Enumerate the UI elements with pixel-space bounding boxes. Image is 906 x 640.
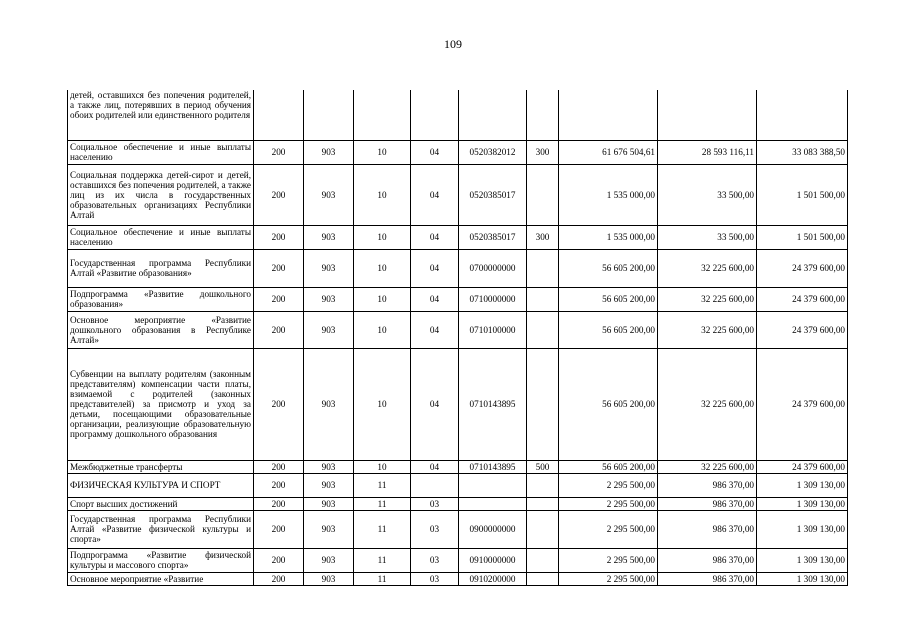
target-item-code: 0910000000 bbox=[459, 548, 527, 572]
amount-second: 33 500,00 bbox=[658, 164, 757, 225]
amount-third: 24 379 600,00 bbox=[757, 348, 848, 460]
amount-second bbox=[658, 90, 757, 140]
amount-third bbox=[757, 90, 848, 140]
target-item-code bbox=[459, 90, 527, 140]
budget-table bbox=[67, 90, 848, 586]
section-code: 10 bbox=[354, 287, 411, 311]
admin-code: 903 bbox=[304, 140, 354, 164]
section-code: 11 bbox=[354, 548, 411, 572]
target-item-code: 0710000000 bbox=[459, 287, 527, 311]
admin-code: 903 bbox=[304, 348, 354, 460]
budget-code: 200 bbox=[254, 225, 304, 249]
amount-second: 32 225 600,00 bbox=[658, 287, 757, 311]
subsection-code: 04 bbox=[411, 287, 459, 311]
subsection-code: 03 bbox=[411, 548, 459, 572]
budget-code: 200 bbox=[254, 460, 304, 473]
subsection-code bbox=[411, 90, 459, 140]
amount-total: 2 295 500,00 bbox=[559, 497, 658, 510]
amount-third: 1 501 500,00 bbox=[757, 164, 848, 225]
table-row bbox=[68, 473, 848, 497]
expense-type-code bbox=[527, 548, 559, 572]
subsection-code: 04 bbox=[411, 140, 459, 164]
target-item-code: 0700000000 bbox=[459, 249, 527, 287]
admin-code: 903 bbox=[304, 473, 354, 497]
budget-code: 200 bbox=[254, 572, 304, 585]
amount-total: 56 605 200,00 bbox=[559, 249, 658, 287]
table-row bbox=[68, 460, 848, 473]
amount-second: 986 370,00 bbox=[658, 572, 757, 585]
amount-third: 24 379 600,00 bbox=[757, 287, 848, 311]
expense-name: Основное мероприятие «Развитие дошкольного образования в Республике Алтай» bbox=[68, 311, 254, 348]
expense-name: Основное мероприятие «Развитие bbox=[68, 572, 254, 585]
table-row bbox=[68, 311, 848, 348]
subsection-code: 04 bbox=[411, 311, 459, 348]
amount-third: 1 309 130,00 bbox=[757, 473, 848, 497]
expense-type-code bbox=[527, 473, 559, 497]
admin-code bbox=[304, 90, 354, 140]
table-row bbox=[68, 287, 848, 311]
amount-total: 2 295 500,00 bbox=[559, 473, 658, 497]
section-code: 10 bbox=[354, 460, 411, 473]
amount-third: 1 309 130,00 bbox=[757, 548, 848, 572]
section-code: 10 bbox=[354, 140, 411, 164]
amount-third: 1 501 500,00 bbox=[757, 225, 848, 249]
amount-second: 986 370,00 bbox=[658, 473, 757, 497]
table-row bbox=[68, 164, 848, 225]
expense-type-code bbox=[527, 287, 559, 311]
admin-code: 903 bbox=[304, 460, 354, 473]
target-item-code: 0710100000 bbox=[459, 311, 527, 348]
amount-second: 33 500,00 bbox=[658, 225, 757, 249]
budget-code: 200 bbox=[254, 473, 304, 497]
budget-code: 200 bbox=[254, 140, 304, 164]
budget-code: 200 bbox=[254, 311, 304, 348]
expense-name: ФИЗИЧЕСКАЯ КУЛЬТУРА И СПОРТ bbox=[68, 473, 254, 497]
expense-type-code bbox=[527, 572, 559, 585]
admin-code: 903 bbox=[304, 548, 354, 572]
subsection-code bbox=[411, 473, 459, 497]
budget-code: 200 bbox=[254, 249, 304, 287]
expense-name: Подпрограмма «Развитие физической культуры и массового спорта» bbox=[68, 548, 254, 572]
subsection-code: 04 bbox=[411, 348, 459, 460]
amount-total: 56 605 200,00 bbox=[559, 460, 658, 473]
budget-code: 200 bbox=[254, 164, 304, 225]
table-body bbox=[68, 90, 848, 585]
page-number: 109 bbox=[444, 37, 462, 51]
amount-second: 28 593 116,11 bbox=[658, 140, 757, 164]
amount-total: 56 605 200,00 bbox=[559, 287, 658, 311]
target-item-code bbox=[459, 497, 527, 510]
section-code: 10 bbox=[354, 164, 411, 225]
expense-type-code bbox=[527, 348, 559, 460]
amount-total: 61 676 504,61 bbox=[559, 140, 658, 164]
section-code: 11 bbox=[354, 572, 411, 585]
admin-code: 903 bbox=[304, 225, 354, 249]
expense-type-code bbox=[527, 311, 559, 348]
amount-third: 24 379 600,00 bbox=[757, 311, 848, 348]
subsection-code: 03 bbox=[411, 572, 459, 585]
section-code: 11 bbox=[354, 473, 411, 497]
expense-name: Подпрограмма «Развитие дошкольного образования» bbox=[68, 287, 254, 311]
amount-third: 1 309 130,00 bbox=[757, 510, 848, 548]
budget-code: 200 bbox=[254, 287, 304, 311]
target-item-code bbox=[459, 473, 527, 497]
expense-name: Государственная программа Республики Алтай «Развитие образования» bbox=[68, 249, 254, 287]
table-row bbox=[68, 510, 848, 548]
admin-code: 903 bbox=[304, 510, 354, 548]
table-row bbox=[68, 548, 848, 572]
section-code bbox=[354, 90, 411, 140]
expense-type-code bbox=[527, 497, 559, 510]
target-item-code: 0520385017 bbox=[459, 225, 527, 249]
expense-type-code bbox=[527, 510, 559, 548]
table-row bbox=[68, 140, 848, 164]
expense-name: Межбюджетные трансферты bbox=[68, 460, 254, 473]
amount-total bbox=[559, 90, 658, 140]
amount-total: 56 605 200,00 bbox=[559, 311, 658, 348]
subsection-code: 04 bbox=[411, 225, 459, 249]
expense-name: Государственная программа Республики Алтай «Развитие физической культуры и спорта» bbox=[68, 510, 254, 548]
subsection-code: 04 bbox=[411, 164, 459, 225]
table-row bbox=[68, 497, 848, 510]
expense-type-code: 500 bbox=[527, 460, 559, 473]
target-item-code: 0710143895 bbox=[459, 348, 527, 460]
expense-name: Социальная поддержка детей-сирот и детей, оставшихся без попечения родителей, а также лиц из их числа в государственных образовательных организациях Республики Алтай bbox=[68, 164, 254, 225]
expense-name: Субвенции на выплату родителям (законным представителям) компенсации части платы, взимаемой с родителей (законных представителей) за присмотр и уход за детьми, посещающими образовательные организации, реализующие образовательную программу дошкольного образования bbox=[68, 348, 254, 460]
amount-total: 56 605 200,00 bbox=[559, 348, 658, 460]
section-code: 10 bbox=[354, 249, 411, 287]
table-row bbox=[68, 225, 848, 249]
expense-name: Спорт высших достижений bbox=[68, 497, 254, 510]
section-code: 10 bbox=[354, 311, 411, 348]
amount-second: 986 370,00 bbox=[658, 510, 757, 548]
amount-total: 2 295 500,00 bbox=[559, 572, 658, 585]
table-row bbox=[68, 572, 848, 585]
target-item-code: 0520382012 bbox=[459, 140, 527, 164]
amount-total: 1 535 000,00 bbox=[559, 164, 658, 225]
admin-code: 903 bbox=[304, 164, 354, 225]
amount-third: 1 309 130,00 bbox=[757, 572, 848, 585]
amount-total: 2 295 500,00 bbox=[559, 510, 658, 548]
admin-code: 903 bbox=[304, 249, 354, 287]
amount-second: 32 225 600,00 bbox=[658, 311, 757, 348]
amount-second: 32 225 600,00 bbox=[658, 348, 757, 460]
section-code: 11 bbox=[354, 497, 411, 510]
amount-second: 986 370,00 bbox=[658, 497, 757, 510]
admin-code: 903 bbox=[304, 287, 354, 311]
table-row bbox=[68, 90, 848, 140]
budget-code: 200 bbox=[254, 348, 304, 460]
amount-total: 1 535 000,00 bbox=[559, 225, 658, 249]
budget-code: 200 bbox=[254, 548, 304, 572]
target-item-code: 0900000000 bbox=[459, 510, 527, 548]
budget-code bbox=[254, 90, 304, 140]
amount-second: 32 225 600,00 bbox=[658, 249, 757, 287]
budget-code: 200 bbox=[254, 497, 304, 510]
subsection-code: 03 bbox=[411, 510, 459, 548]
expense-type-code bbox=[527, 164, 559, 225]
amount-third: 24 379 600,00 bbox=[757, 249, 848, 287]
admin-code: 903 bbox=[304, 497, 354, 510]
budget-code: 200 bbox=[254, 510, 304, 548]
subsection-code: 03 bbox=[411, 497, 459, 510]
target-item-code: 0910200000 bbox=[459, 572, 527, 585]
amount-third: 1 309 130,00 bbox=[757, 497, 848, 510]
section-code: 10 bbox=[354, 225, 411, 249]
expense-name: Социальное обеспечение и иные выплаты населению bbox=[68, 225, 254, 249]
amount-second: 986 370,00 bbox=[658, 548, 757, 572]
amount-third: 33 083 388,50 bbox=[757, 140, 848, 164]
subsection-code: 04 bbox=[411, 460, 459, 473]
target-item-code: 0520385017 bbox=[459, 164, 527, 225]
admin-code: 903 bbox=[304, 311, 354, 348]
section-code: 11 bbox=[354, 510, 411, 548]
expense-name: Социальное обеспечение и иные выплаты населению bbox=[68, 140, 254, 164]
table-row bbox=[68, 348, 848, 460]
section-code: 10 bbox=[354, 348, 411, 460]
admin-code: 903 bbox=[304, 572, 354, 585]
expense-type-code: 300 bbox=[527, 140, 559, 164]
expense-type-code bbox=[527, 90, 559, 140]
table-row bbox=[68, 249, 848, 287]
amount-second: 32 225 600,00 bbox=[658, 460, 757, 473]
amount-third: 24 379 600,00 bbox=[757, 460, 848, 473]
expense-name: детей, оставшихся без попечения родителей, а также лиц, потерявших в период обучения обоих родителей или единственного родителя bbox=[68, 90, 254, 140]
subsection-code: 04 bbox=[411, 249, 459, 287]
target-item-code: 0710143895 bbox=[459, 460, 527, 473]
expense-type-code: 300 bbox=[527, 225, 559, 249]
amount-total: 2 295 500,00 bbox=[559, 548, 658, 572]
expense-type-code bbox=[527, 249, 559, 287]
